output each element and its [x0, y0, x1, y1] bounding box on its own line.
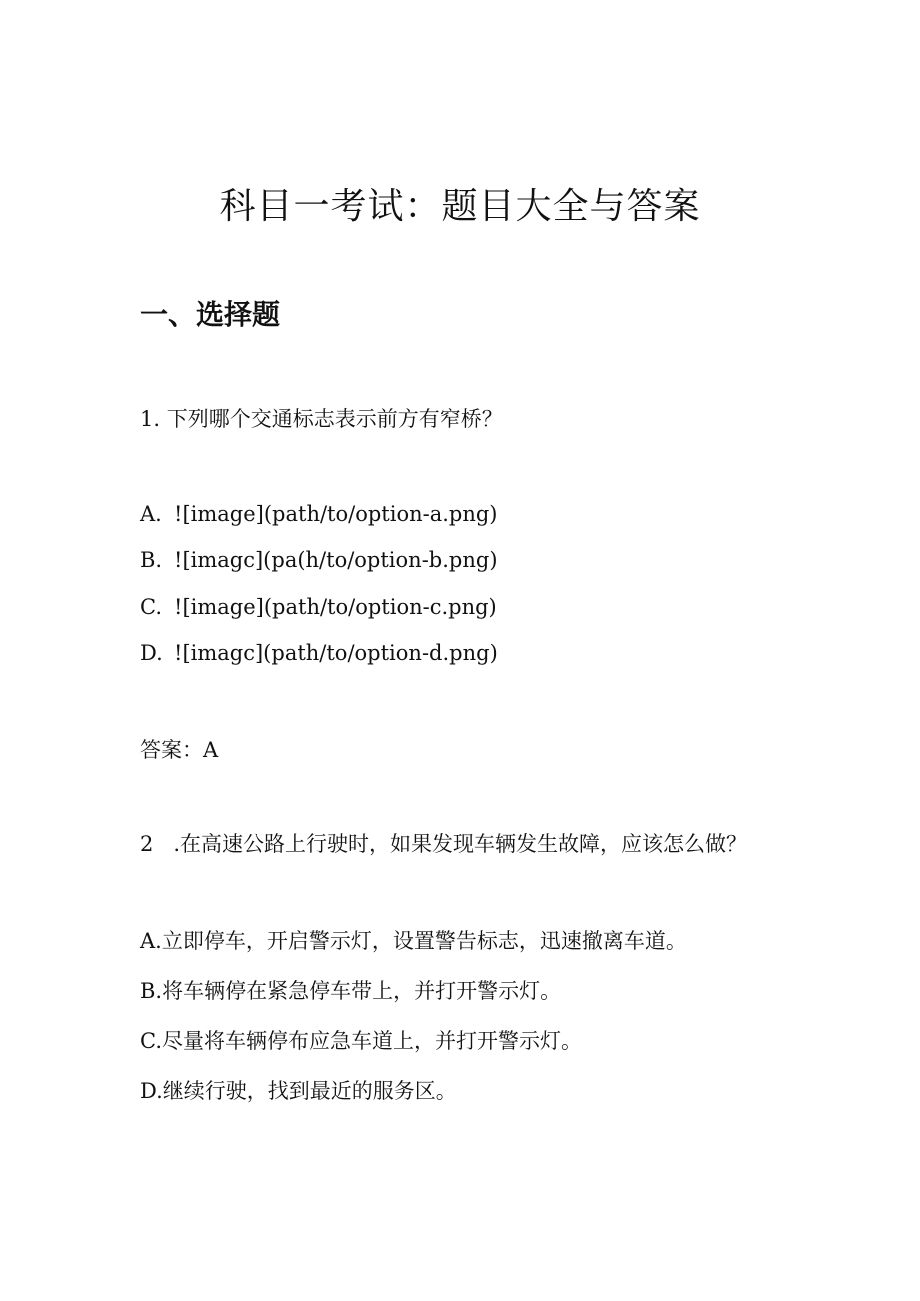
question-1-option-d	[140, 638, 498, 668]
question-2-text: 2 .在高速公路上行驶时，如果发现车辆发生故障，应该怎么做？	[140, 832, 748, 856]
option-letter: C.	[140, 595, 162, 619]
document-title: 科目一考试：题目大全与答案	[219, 186, 701, 227]
option-text: ![image](path/to/option-a.png)	[174, 502, 498, 526]
option-text: ![image](path/to/option-c.png)	[174, 595, 497, 619]
section-heading: 一、选择题	[140, 298, 281, 331]
question-2-option-c: C.尽量将车辆停布应急车道上，并打开警示灯。	[140, 1029, 582, 1053]
option-letter: D.	[140, 641, 163, 665]
question-1-answer: 答案：A	[140, 738, 219, 762]
question-1-option-b	[140, 545, 498, 575]
question-1-option-a	[140, 499, 498, 529]
option-letter: B.	[140, 548, 163, 572]
option-text: ![imagc](path/to/option-d.png)	[174, 641, 498, 665]
option-letter: A.	[140, 502, 162, 526]
question-2-option-d: D.继续行驶，找到最近的服务区。	[140, 1079, 457, 1103]
question-1-text: 1. 下列哪个交通标志表示前方有窄桥？	[140, 407, 503, 431]
question-2-option-b: B.将车辆停在紧急停车带上，并打开警示灯。	[140, 979, 562, 1003]
question-2-option-a: A.立即停车，开启警示灯，设置警告标志，迅速撤离车道。	[140, 929, 687, 953]
option-text: ![imagc](pa(h/to/option-b.png)	[174, 548, 498, 572]
question-1-option-c	[140, 592, 497, 622]
